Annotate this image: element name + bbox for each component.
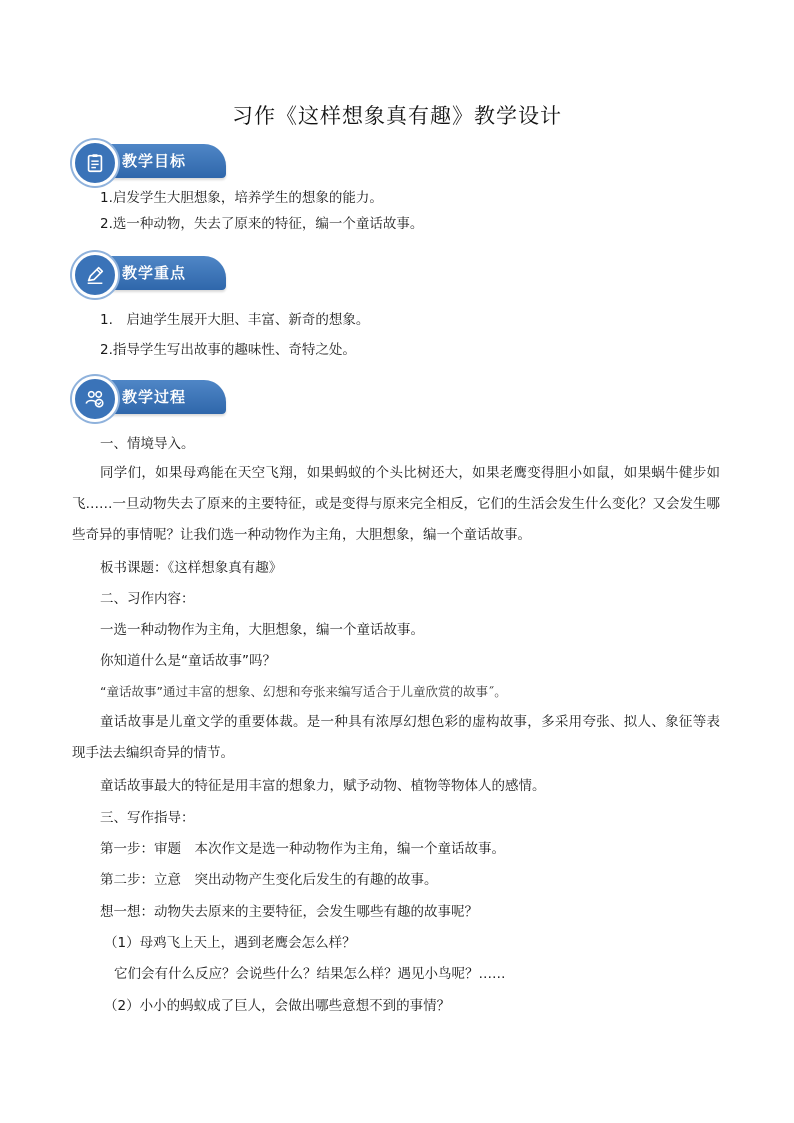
section-header-goals xyxy=(72,140,232,184)
body-heading-3: 三、写作指导： xyxy=(100,810,195,826)
section-label-goals: 教学目标 xyxy=(122,152,187,170)
section-label-focus: 教学重点 xyxy=(122,264,187,282)
people-icon xyxy=(72,376,118,422)
body-line-think: 想一想：动物失去原来的主要特征，会发生哪些有趣的故事呢？ xyxy=(100,904,478,920)
body-paragraph-genre: 童话故事是儿童文学的重要体裁。是一种具有浓厚幻想色彩的虚构故事，多采用夸张、拟人、象征等表现手法去编织奇异的情节。 xyxy=(72,714,720,761)
focus-item-1: 1. 启迪学生展开大胆、丰富、新奇的想象。 xyxy=(100,312,370,328)
body-line-example-1: （1）母鸡飞上天上，遇到老鹰会怎么样？ xyxy=(104,935,356,951)
body-paragraph-intro: 同学们，如果母鸡能在天空飞翔，如果蚂蚁的个头比树还大，如果老鹰变得胆小如鼠，如果蜗牛健步如飞……一旦动物失去了原来的主要特征，或是变得与原来完全相反，它们的生活会发生什么变化？又会发生哪些奇异的事情呢？让我们选一种动物作为主角，大胆想象，编一个童话故事。 xyxy=(72,465,720,543)
body-line-step-2: 第二步：立意 突出动物产生变化后发生的有趣的故事。 xyxy=(100,872,438,888)
pencil-icon xyxy=(72,252,118,298)
body-heading-2: 二、习作内容： xyxy=(100,591,195,607)
clipboard-icon xyxy=(72,140,118,186)
body-line-step-1: 第一步：审题 本次作文是选一种动物作为主角，编一个童话故事。 xyxy=(100,841,505,857)
page-title: 习作《这样想象真有趣》教学设计 xyxy=(232,104,562,128)
goal-item-2: 2.选一种动物，失去了原来的特征，编一个童话故事。 xyxy=(100,216,424,232)
body-heading-1: 一、情境导入。 xyxy=(100,436,195,452)
body-line-board-title: 板书课题：《这样想象真有趣》 xyxy=(100,560,283,576)
body-line-definition: “童话故事”通过丰富的想象、幻想和夸张来编写适合于儿童欣赏的故事˝。 xyxy=(100,684,507,699)
body-line-question: 你知道什么是“童话故事”吗？ xyxy=(100,653,276,669)
section-header-focus xyxy=(72,252,232,296)
body-line-example-1-detail: 它们会有什么反应？会说些什么？结果怎么样？遇见小鸟呢？…… xyxy=(114,966,506,982)
section-header-process xyxy=(72,376,232,420)
body-line-feature: 童话故事最大的特征是用丰富的想象力，赋予动物、植物等物体人的感情。 xyxy=(100,778,546,794)
body-line-example-2: （2）小小的蚂蚁成了巨人，会做出哪些意想不到的事情？ xyxy=(104,998,451,1014)
body-line-task: 一选一种动物作为主角，大胆想象，编一个童话故事。 xyxy=(100,622,424,638)
goal-item-1: 1.启发学生大胆想象，培养学生的想象的能力。 xyxy=(100,190,383,206)
section-label-process: 教学过程 xyxy=(122,388,187,406)
focus-item-2: 2.指导学生写出故事的趣味性、奇特之处。 xyxy=(100,342,356,358)
